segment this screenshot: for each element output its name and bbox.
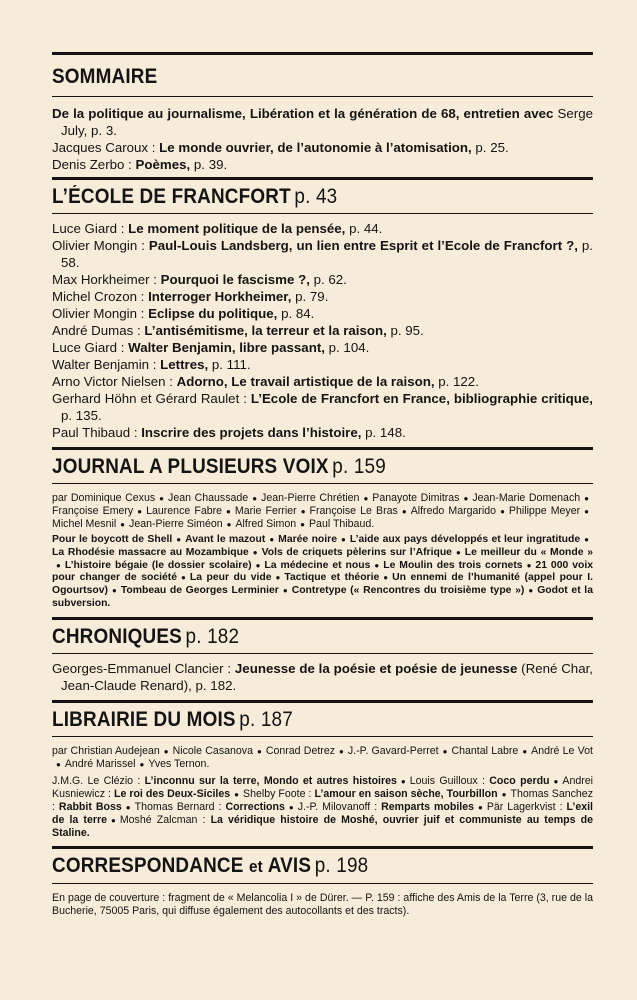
contributor-name: Laurence Fabre: [146, 505, 223, 517]
entry-title: L’Ecole de Francfort en France, bibliographie critique,: [250, 391, 593, 406]
bullet-dot: ●: [455, 547, 461, 557]
review-title: L’inconnu sur la terre, Mondo et autres histoires: [144, 774, 397, 787]
review-title: Coco perdu: [489, 774, 550, 787]
entry-page: p. 84.: [277, 306, 315, 321]
entry-author: Jacques Caroux :: [52, 140, 160, 155]
section-title-journal: [52, 450, 539, 483]
bullet-dot: ●: [137, 507, 143, 516]
entry-title: Inscrire des projets dans l’histoire,: [141, 425, 362, 440]
entry-title: Lettres,: [160, 357, 209, 372]
topic-item: Vols de criquets pèlerins sur l’Afrique: [261, 546, 452, 558]
bullet-dot: ●: [522, 746, 528, 756]
entry-author: Arno Victor Nielsen :: [52, 374, 177, 389]
entry-author: Luce Giard :: [52, 221, 129, 236]
entry-title: Interroger Horkheimer,: [148, 289, 292, 304]
toc-entry: [52, 271, 593, 288]
review-author: Shelby Foote :: [243, 787, 315, 800]
entry-title: Walter Benjamin, libre passant,: [128, 340, 325, 355]
bullet-dot: ●: [226, 507, 231, 516]
contributor-name: Nicole Casanova: [172, 744, 253, 757]
entry-title: Le moment politique de la pensée,: [128, 221, 346, 236]
entry-zerbo: [52, 156, 593, 173]
entry-author: Gerhard Höhn et Gérard Raulet :: [52, 391, 251, 406]
bullet-dot: ●: [374, 560, 380, 570]
toc-entry: [52, 373, 593, 390]
contributor-name: Philippe Meyer: [508, 505, 581, 517]
bullet-dot: ●: [252, 494, 258, 503]
entry-author: Max Horkheimer :: [52, 272, 161, 287]
section-title: L’ÉCOLE DE FRANCFORT: [52, 185, 291, 208]
entry-title: Paul-Louis Landsberg, un lien entre Esprit et l’Ecole de Francfort ?,: [148, 238, 578, 253]
review-author: Thomas Sanchez :: [52, 787, 593, 813]
bullet-dot: ●: [234, 789, 240, 799]
entry-author: Michel Crozon :: [52, 289, 149, 304]
toc-entry: [52, 356, 593, 373]
topic-item: La peur du vide: [189, 572, 272, 584]
contributor-name: Marie Ferrier: [234, 505, 297, 517]
section-title: CHRONIQUES: [52, 624, 182, 648]
topic-item: Contretype (« Rencontres du troisième type »): [291, 585, 525, 597]
bullet-dot: ●: [56, 560, 61, 570]
review-author: Pär Lagerkvist :: [486, 800, 567, 813]
section-title-librairie: [52, 703, 539, 736]
entry-page: p. 62.: [309, 272, 347, 287]
contributor-name: Françoise Emery: [52, 505, 134, 517]
review-title: Le roi des Deux-Siciles: [113, 787, 231, 800]
contributor-name: Dominique Cexus: [70, 492, 156, 504]
review-title: La véridique histoire de Moshé, ouvrier juif et communiste au temps de Staline.: [52, 813, 593, 839]
francfort-entries: [52, 220, 593, 441]
review-title: L’exil de la terre: [52, 800, 593, 826]
bullet-dot: ●: [442, 746, 448, 756]
entry-author: Denis Zerbo :: [52, 157, 136, 172]
entry-page: p. 39.: [190, 157, 228, 172]
contributor-name: Conrad Detrez: [265, 744, 336, 757]
review-title: Rabbit Boss: [58, 800, 122, 813]
entry-author: Paul Thibaud :: [52, 425, 142, 440]
toc-entry: [52, 424, 593, 441]
journal-topics: [52, 534, 593, 611]
entry-title: Jeunesse de la poésie et poésie de jeunesse: [234, 660, 518, 676]
entry-page: p. 148.: [361, 425, 406, 440]
bullet-dot: ●: [112, 586, 117, 596]
topic-item: La médecine et nous: [264, 559, 371, 571]
topic-item: L’aide aux pays développés et leur ingratitude: [349, 534, 581, 545]
toc-entry: [52, 237, 593, 271]
section-page: p. 43: [294, 185, 338, 208]
entry-clancier: [52, 660, 593, 694]
contributor-name: Paul Thibaud.: [308, 518, 375, 530]
section-title: JOURNAL A PLUSIEURS VOIX: [52, 455, 329, 478]
toc-entry: [52, 288, 593, 305]
bullet-dot: ●: [363, 494, 369, 503]
bullet-dot: ●: [139, 759, 145, 769]
cover-note: En page de couverture : fragment de « Melancolia I » de Dürer. — P. 159 : affiche des Amis de la Terre (3, rue de la Bucherie, 75005 Paris, qui diffuse également des autocollants et des tracts).: [52, 891, 593, 917]
section-page: p. 198: [314, 853, 369, 877]
bullet-dot: ●: [163, 746, 169, 756]
entry-page: p. 44.: [345, 221, 383, 236]
section-title-sommaire: SOMMAIRE: [52, 65, 158, 88]
bullet-dot: ●: [553, 776, 559, 786]
bullet-dot: ●: [256, 746, 262, 756]
contributor-name: Alfred Simon: [235, 518, 297, 530]
contributor-name: Panayote Dimitras: [372, 492, 460, 504]
toc-entry: [52, 322, 593, 339]
review-author: J.-P. Milovanoff :: [297, 800, 382, 813]
section-title: CORRESPONDANCE: [52, 853, 244, 877]
contributor-name: Alfredo Margarido: [410, 505, 497, 517]
contributor-name: J.-P. Gavard-Perret: [347, 744, 439, 757]
contributor-name: Yves Ternon.: [148, 757, 210, 770]
section-page: p. 159: [332, 455, 386, 478]
bullet-dot: ●: [176, 535, 182, 544]
toc-entry: [52, 305, 593, 322]
topic-item: Tombeau de Georges Lerminier: [120, 585, 279, 597]
entry-page: p. 122.: [434, 374, 479, 389]
bullet-dot: ●: [478, 802, 483, 812]
bullet-dot: ●: [111, 815, 116, 825]
bullet-dot: ●: [120, 520, 126, 529]
bullet-dot: ●: [288, 802, 294, 812]
toc-entry: [52, 390, 593, 424]
authors-intro: par: [52, 744, 68, 757]
bullet-dot: ●: [125, 802, 131, 812]
section-page: p. 182: [185, 624, 240, 648]
topic-item: Tactique et théorie: [284, 572, 380, 584]
review-title: Remparts mobiles: [381, 800, 474, 813]
bullet-dot: ●: [500, 507, 505, 516]
entry-page: p. 135.: [61, 408, 102, 423]
entry-page: (René Char, Jean-Claude Renard), p. 182.: [61, 660, 593, 693]
section-title: AVIS: [267, 853, 312, 877]
entry-author: Georges-Emmanuel Clancier :: [52, 660, 235, 676]
librairie-authors: [52, 745, 593, 771]
bullet-dot: ●: [181, 573, 186, 583]
entry-caroux: [52, 139, 593, 156]
review-author: Louis Guilloux :: [409, 774, 490, 787]
toc-entry: [52, 339, 593, 356]
topic-item: Un ennemi de l’humanité (appel pour I. Ogourtsov): [52, 572, 593, 597]
entry-title: L’antisémitisme, la terreur et la raison,: [144, 323, 387, 338]
review-title: Corrections: [225, 800, 285, 813]
bullet-dot: ●: [526, 560, 532, 570]
bullet-dot: ●: [275, 573, 281, 583]
section-title-francfort: [52, 180, 539, 213]
section-title-chroniques: [52, 620, 539, 653]
contributor-name: Christian Audejean: [70, 744, 160, 757]
entry-author: André Dumas :: [52, 323, 145, 338]
bullet-dot: ●: [159, 494, 165, 503]
topic-item: Le Moulin des trois cornets: [383, 559, 523, 571]
bullet-dot: ●: [584, 494, 589, 503]
topic-item: Godot et la subversion.: [52, 585, 593, 609]
review-title: L’amour en saison sèche, Tourbillon: [314, 787, 498, 800]
bullet-dot: ●: [400, 776, 406, 786]
topic-item: 21 000 voix pour changer de société: [52, 559, 594, 584]
entry-page: p. 95.: [386, 323, 424, 338]
topic-item: La Rhodésie massacre au Mozambique: [52, 546, 249, 558]
contributor-name: Jean-Pierre Siméon: [129, 518, 223, 530]
entry-author: Walter Benjamin :: [52, 357, 161, 372]
bullet-dot: ●: [584, 507, 589, 516]
entry-page: p. 111.: [208, 357, 251, 372]
librairie-reviews: [52, 775, 593, 840]
review-author: J.M.G. Le Clézio :: [52, 774, 145, 787]
bullet-dot: ●: [269, 535, 275, 544]
bullet-dot: ●: [463, 494, 469, 503]
topic-item: L’histoire bégaie (le dossier scolaire): [64, 559, 252, 571]
entry-author: Luce Giard :: [52, 340, 129, 355]
bullet-dot: ●: [300, 520, 305, 529]
review-author: Thomas Bernard :: [134, 800, 226, 813]
section-title-correspondance: [52, 849, 539, 883]
review-author: Andrei Kusniewicz :: [52, 774, 593, 800]
review-author: Moshé Zalcman :: [119, 813, 211, 826]
contributor-name: André Le Vot: [531, 744, 593, 757]
bullet-dot: ●: [383, 573, 389, 583]
section-page: p. 187: [239, 707, 293, 731]
entry-page: Serge July, p. 3.: [61, 106, 593, 138]
bullet-dot: ●: [300, 507, 306, 516]
bullet-dot: ●: [584, 535, 589, 544]
contributor-name: Françoise Le Bras: [309, 505, 398, 517]
bullet-dot: ●: [255, 560, 261, 570]
bullet-dot: ●: [282, 586, 288, 596]
contributor-name: André Marissel: [64, 757, 136, 770]
journal-authors: [52, 492, 593, 531]
entry-title: Poèmes,: [135, 157, 191, 172]
bullet-dot: ●: [528, 586, 534, 596]
entry-author: Olivier Mongin :: [52, 306, 149, 321]
bullet-dot: ●: [56, 759, 61, 769]
entry-july: [52, 105, 593, 139]
contributor-name: Jean Chaussade: [168, 492, 249, 504]
entry-title: De la politique au journalisme, Libération et la génération de 68, entretien avec: [52, 106, 554, 121]
bullet-dot: ●: [339, 746, 344, 756]
contents-column: [52, 0, 593, 918]
contributor-name: Chantal Labre: [451, 744, 519, 757]
section-title: LIBRAIRIE DU MOIS: [52, 707, 236, 731]
topic-item: Le meilleur du « Monde »: [464, 546, 594, 558]
entry-title: Pourquoi le fascisme ?,: [160, 272, 310, 287]
bullet-dot: ●: [226, 520, 232, 529]
entry-page: p. 104.: [324, 340, 370, 355]
entry-author: Olivier Mongin :: [52, 238, 149, 253]
topic-item: Marée noire: [278, 534, 337, 545]
contributor-name: Jean-Marie Domenach: [472, 492, 581, 504]
bullet-dot: ●: [340, 535, 346, 544]
toc-entry: [52, 220, 593, 237]
entry-page: p. 79.: [291, 289, 329, 304]
contributor-name: Michel Mesnil: [52, 518, 117, 530]
contributor-name: Jean-Pierre Chrétien: [261, 492, 360, 504]
section-title-conj: et: [248, 856, 263, 876]
topic-item: Avant le mazout: [185, 534, 266, 545]
entry-title: Eclipse du politique,: [148, 306, 278, 321]
bullet-dot: ●: [401, 507, 407, 516]
bullet-dot: ●: [501, 789, 507, 799]
entry-page: p. 25.: [471, 140, 509, 155]
entry-page: p. 58.: [61, 238, 593, 270]
bullet-dot: ●: [252, 547, 258, 557]
authors-intro: par: [52, 492, 68, 504]
topic-item: Pour le boycott de Shell: [52, 534, 173, 545]
entry-title: Le monde ouvrier, de l’autonomie à l’atomisation,: [159, 140, 472, 155]
entry-title: Adorno, Le travail artistique de la raison,: [176, 374, 435, 389]
